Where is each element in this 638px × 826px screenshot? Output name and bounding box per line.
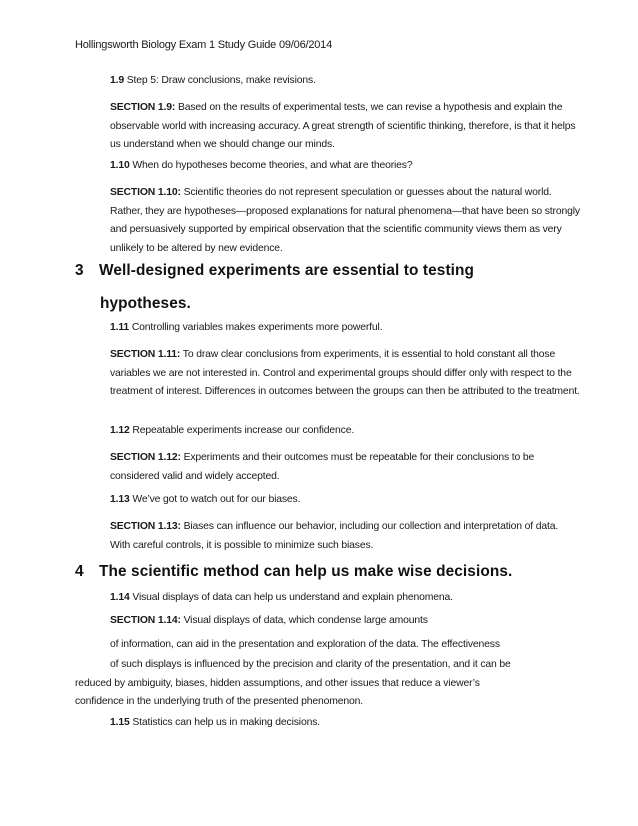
section-label: SECTION 1.12:	[110, 452, 181, 463]
subsection-1-13	[110, 491, 580, 510]
section-text: To draw clear conclusions from experiments, it is essential to hold constant all those variables we are not interested in. Control and experimental groups should differ only with respect to the treatment of interest. Differences in outcomes between the groups can then be attributed to the treatment.	[110, 349, 580, 397]
section-label: SECTION 1.9:	[110, 102, 176, 113]
subsection-number: 1.12	[110, 425, 130, 436]
section-1-11-summary	[110, 346, 580, 402]
section-text: Based on the results of experimental tests, we can revise a hypothesis and explain the observable world with increasing accuracy. A great strength of scientific thinking, therefore, is that it helps us understand when we should change our minds.	[110, 102, 576, 150]
subsection-number: 1.13	[110, 494, 130, 505]
subsection-1-15	[110, 714, 580, 733]
subsection-number: 1.9	[110, 75, 124, 86]
section-text: Biases can influence our behavior, including our collection and interpretation of data. With careful controls, it is possible to minimize such biases.	[110, 521, 559, 551]
subsection-title: We’ve got to watch out for our biases.	[132, 494, 301, 505]
section-1-14-line5: confidence in the underlying truth of the presented phenomenon.	[75, 696, 364, 707]
heading-4	[75, 563, 512, 581]
subsection-1-12	[110, 422, 580, 441]
subsection-title: Repeatable experiments increase our confidence.	[132, 425, 355, 436]
subsection-1-10	[110, 157, 580, 176]
heading-number: 3	[75, 262, 84, 279]
subsection-1-14	[110, 589, 580, 608]
subsection-1-9	[110, 72, 580, 91]
heading-3-continued	[100, 295, 191, 313]
subsection-title: Controlling variables makes experiments more powerful.	[131, 322, 383, 333]
subsection-1-11	[110, 319, 580, 338]
section-label: SECTION 1.13:	[110, 521, 181, 532]
section-1-12-summary	[110, 449, 580, 486]
section-text: Scientific theories do not represent speculation or guesses about the natural world. Rather, they are hypotheses—proposed explanations for natural phenomena—that have been so strongly and persuasively supported by empirical observation that the scientific community views them as very unlikely to be altered by new evidence.	[110, 187, 580, 254]
heading-number: 4	[75, 563, 84, 580]
section-label: SECTION 1.10:	[110, 187, 181, 198]
section-1-13-summary	[110, 518, 580, 555]
heading-3	[75, 262, 474, 280]
section-1-9-summary	[110, 99, 580, 155]
heading-text-line1: Well-designed experiments are essential to testing	[99, 262, 475, 279]
section-1-14-line3: of such displays is influenced by the precision and clarity of the presentation, and it can be	[110, 659, 511, 670]
page-header: Hollingsworth Biology Exam 1 Study Guide 09/06/2014	[75, 39, 333, 51]
subsection-number: 1.15	[110, 717, 130, 728]
subsection-title: Step 5: Draw conclusions, make revisions.	[126, 75, 316, 86]
heading-text-line2: hypotheses.	[100, 295, 191, 312]
section-1-14-line2: of information, can aid in the presentation and exploration of the data. The effectiveness	[110, 639, 500, 650]
section-1-14-summary	[110, 612, 580, 631]
subsection-number: 1.10	[110, 160, 130, 171]
section-label: SECTION 1.11:	[110, 349, 181, 360]
section-1-10-summary	[110, 184, 580, 258]
subsection-number: 1.11	[110, 322, 130, 333]
subsection-title: When do hypotheses become theories, and what are theories?	[132, 160, 413, 171]
section-text: Visual displays of data, which condense large amounts	[183, 615, 428, 626]
heading-text: The scientific method can help us make wise decisions.	[99, 563, 513, 580]
subsection-number: 1.14	[110, 592, 130, 603]
section-label: SECTION 1.14:	[110, 615, 181, 626]
section-1-14-line4: reduced by ambiguity, biases, hidden assumptions, and other issues that reduce a viewer’s	[75, 678, 480, 689]
subsection-title: Visual displays of data can help us understand and explain phenomena.	[132, 592, 453, 603]
section-text: Experiments and their outcomes must be repeatable for their conclusions to be considered valid and widely accepted.	[110, 452, 535, 482]
subsection-title: Statistics can help us in making decisions.	[132, 717, 320, 728]
